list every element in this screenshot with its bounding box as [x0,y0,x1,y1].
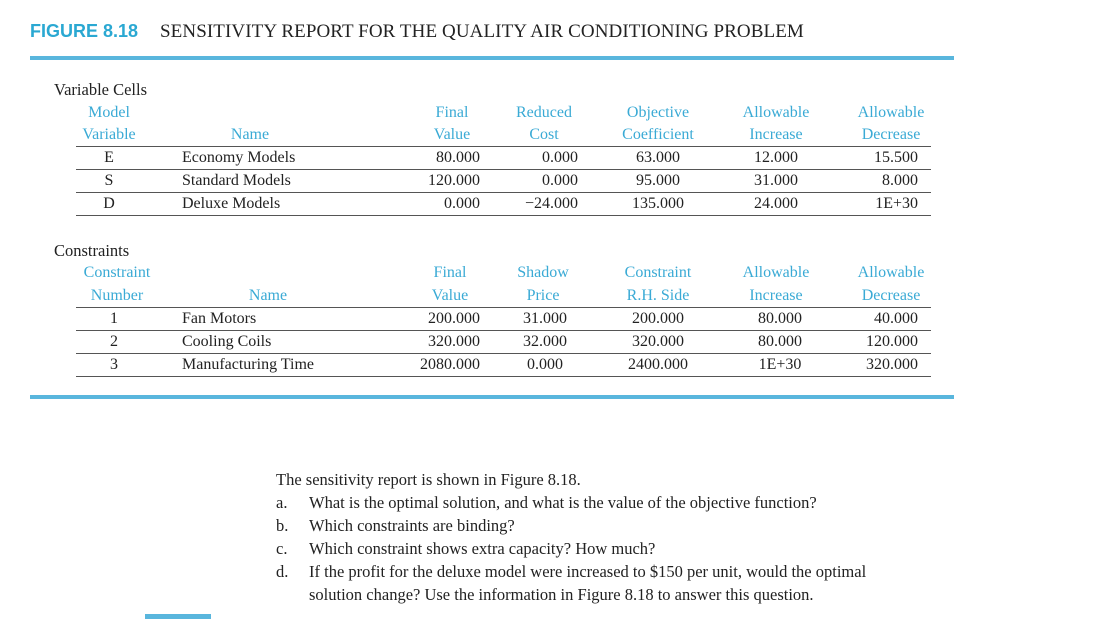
item-text-continued: solution change? Use the information in Figure 8.18 to answer this question. [309,585,814,604]
hdr-coefficient: Coefficient [622,126,694,143]
var-reduced: 0.000 [542,149,578,166]
hdr-cost: Cost [529,126,559,143]
var-final: 120.000 [428,172,480,189]
hdr-name: Name [248,287,288,304]
figure-label: FIGURE 8.18 [30,21,139,41]
hdr-constraint-rhs: Constraint [624,264,692,281]
var-final: 0.000 [444,195,480,212]
var-decrease: 8.000 [882,172,918,189]
table-bottom [76,215,931,216]
item-text: Which constraints are binding? [309,516,515,535]
hdr-increase: Allowable [742,264,810,281]
header-divider [76,307,931,308]
table-bottom [76,376,931,377]
hdr-value: Value [433,126,471,143]
hdr-number: Number [90,287,144,304]
bottom-rule [30,395,954,399]
hdr-price: Price [526,287,560,304]
var-decrease: 1E+30 [875,195,918,212]
var-name: Standard Models [182,172,291,189]
item-text: If the profit for the deluxe model were increased to $150 per unit, would the optimal [309,562,867,581]
question-intro: The sensitivity report is shown in Figure 8.18. [276,470,581,489]
constraint-final: 2080.000 [420,356,480,373]
var-final: 80.000 [436,149,480,166]
hdr-increase-2: Increase [749,287,803,304]
hdr-model: Model [88,104,130,121]
row-divider [76,169,931,170]
hdr-final: Final [435,104,469,121]
constraint-name: Cooling Coils [182,333,272,350]
hdr-reduced: Reduced [516,104,572,121]
hdr-objective: Objective [626,104,690,121]
constraint-name: Fan Motors [182,310,257,327]
row-divider [76,330,931,331]
constraint-decrease: 320.000 [866,356,918,373]
constraint-rhs: 320.000 [632,333,684,350]
var-objective: 135.000 [632,195,684,212]
item-letter: b. [276,516,289,535]
constraints-title: Constraints [54,241,130,260]
constraint-rhs: 2400.000 [628,356,688,373]
var-cell: D [103,195,115,212]
hdr-rh-side: R.H. Side [626,287,690,304]
constraint-final: 200.000 [428,310,480,327]
var-cell: E [104,149,114,166]
constraint-shadow: 32.000 [523,333,567,350]
item-letter: a. [276,493,288,512]
constraint-increase: 1E+30 [758,356,802,373]
row-divider [76,192,931,193]
item-text: What is the optimal solution, and what is the value of the objective function? [309,493,817,512]
constraint-increase: 80.000 [758,333,802,350]
hdr-decrease: Allowable [857,104,925,121]
constraint-increase: 80.000 [758,310,802,327]
variable-cells-title: Variable Cells [54,80,148,99]
hdr-constraint: Constraint [83,264,151,281]
hdr-shadow: Shadow [517,264,569,281]
var-name: Economy Models [182,149,296,166]
constraint-shadow: 0.000 [527,356,563,373]
constraint-number: 1 [110,310,118,327]
hdr-name: Name [230,126,270,143]
var-reduced: −24.000 [524,195,578,212]
top-rule [30,56,954,60]
header-divider [76,146,931,147]
hdr-increase: Allowable [742,104,810,121]
constraint-final: 320.000 [428,333,480,350]
hdr-decrease-2: Decrease [861,287,921,304]
var-decrease: 15.500 [874,149,918,166]
hdr-final: Final [433,264,467,281]
page-marker [145,614,211,619]
hdr-decrease-2: Decrease [861,126,921,143]
constraint-decrease: 40.000 [874,310,918,327]
var-objective: 63.000 [636,149,680,166]
var-name: Deluxe Models [182,195,281,212]
constraint-name: Manufacturing Time [182,356,314,373]
var-increase: 12.000 [754,149,798,166]
hdr-variable: Variable [82,126,136,143]
var-reduced: 0.000 [542,172,578,189]
hdr-increase-2: Increase [749,126,803,143]
var-cell: S [104,172,114,189]
item-letter: d. [276,562,289,581]
constraint-shadow: 31.000 [523,310,567,327]
hdr-value: Value [431,287,469,304]
var-increase: 24.000 [754,195,798,212]
item-text: Which constraint shows extra capacity? How much? [309,539,656,558]
figure-title: SENSITIVITY REPORT FOR THE QUALITY AIR CONDITIONING PROBLEM [160,21,804,42]
constraint-decrease: 120.000 [866,333,918,350]
constraint-number: 2 [110,333,118,350]
constraint-number: 3 [110,356,118,373]
constraint-rhs: 200.000 [632,310,684,327]
row-divider [76,353,931,354]
var-objective: 95.000 [636,172,680,189]
var-increase: 31.000 [754,172,798,189]
item-letter: c. [276,539,288,558]
hdr-decrease: Allowable [857,264,925,281]
